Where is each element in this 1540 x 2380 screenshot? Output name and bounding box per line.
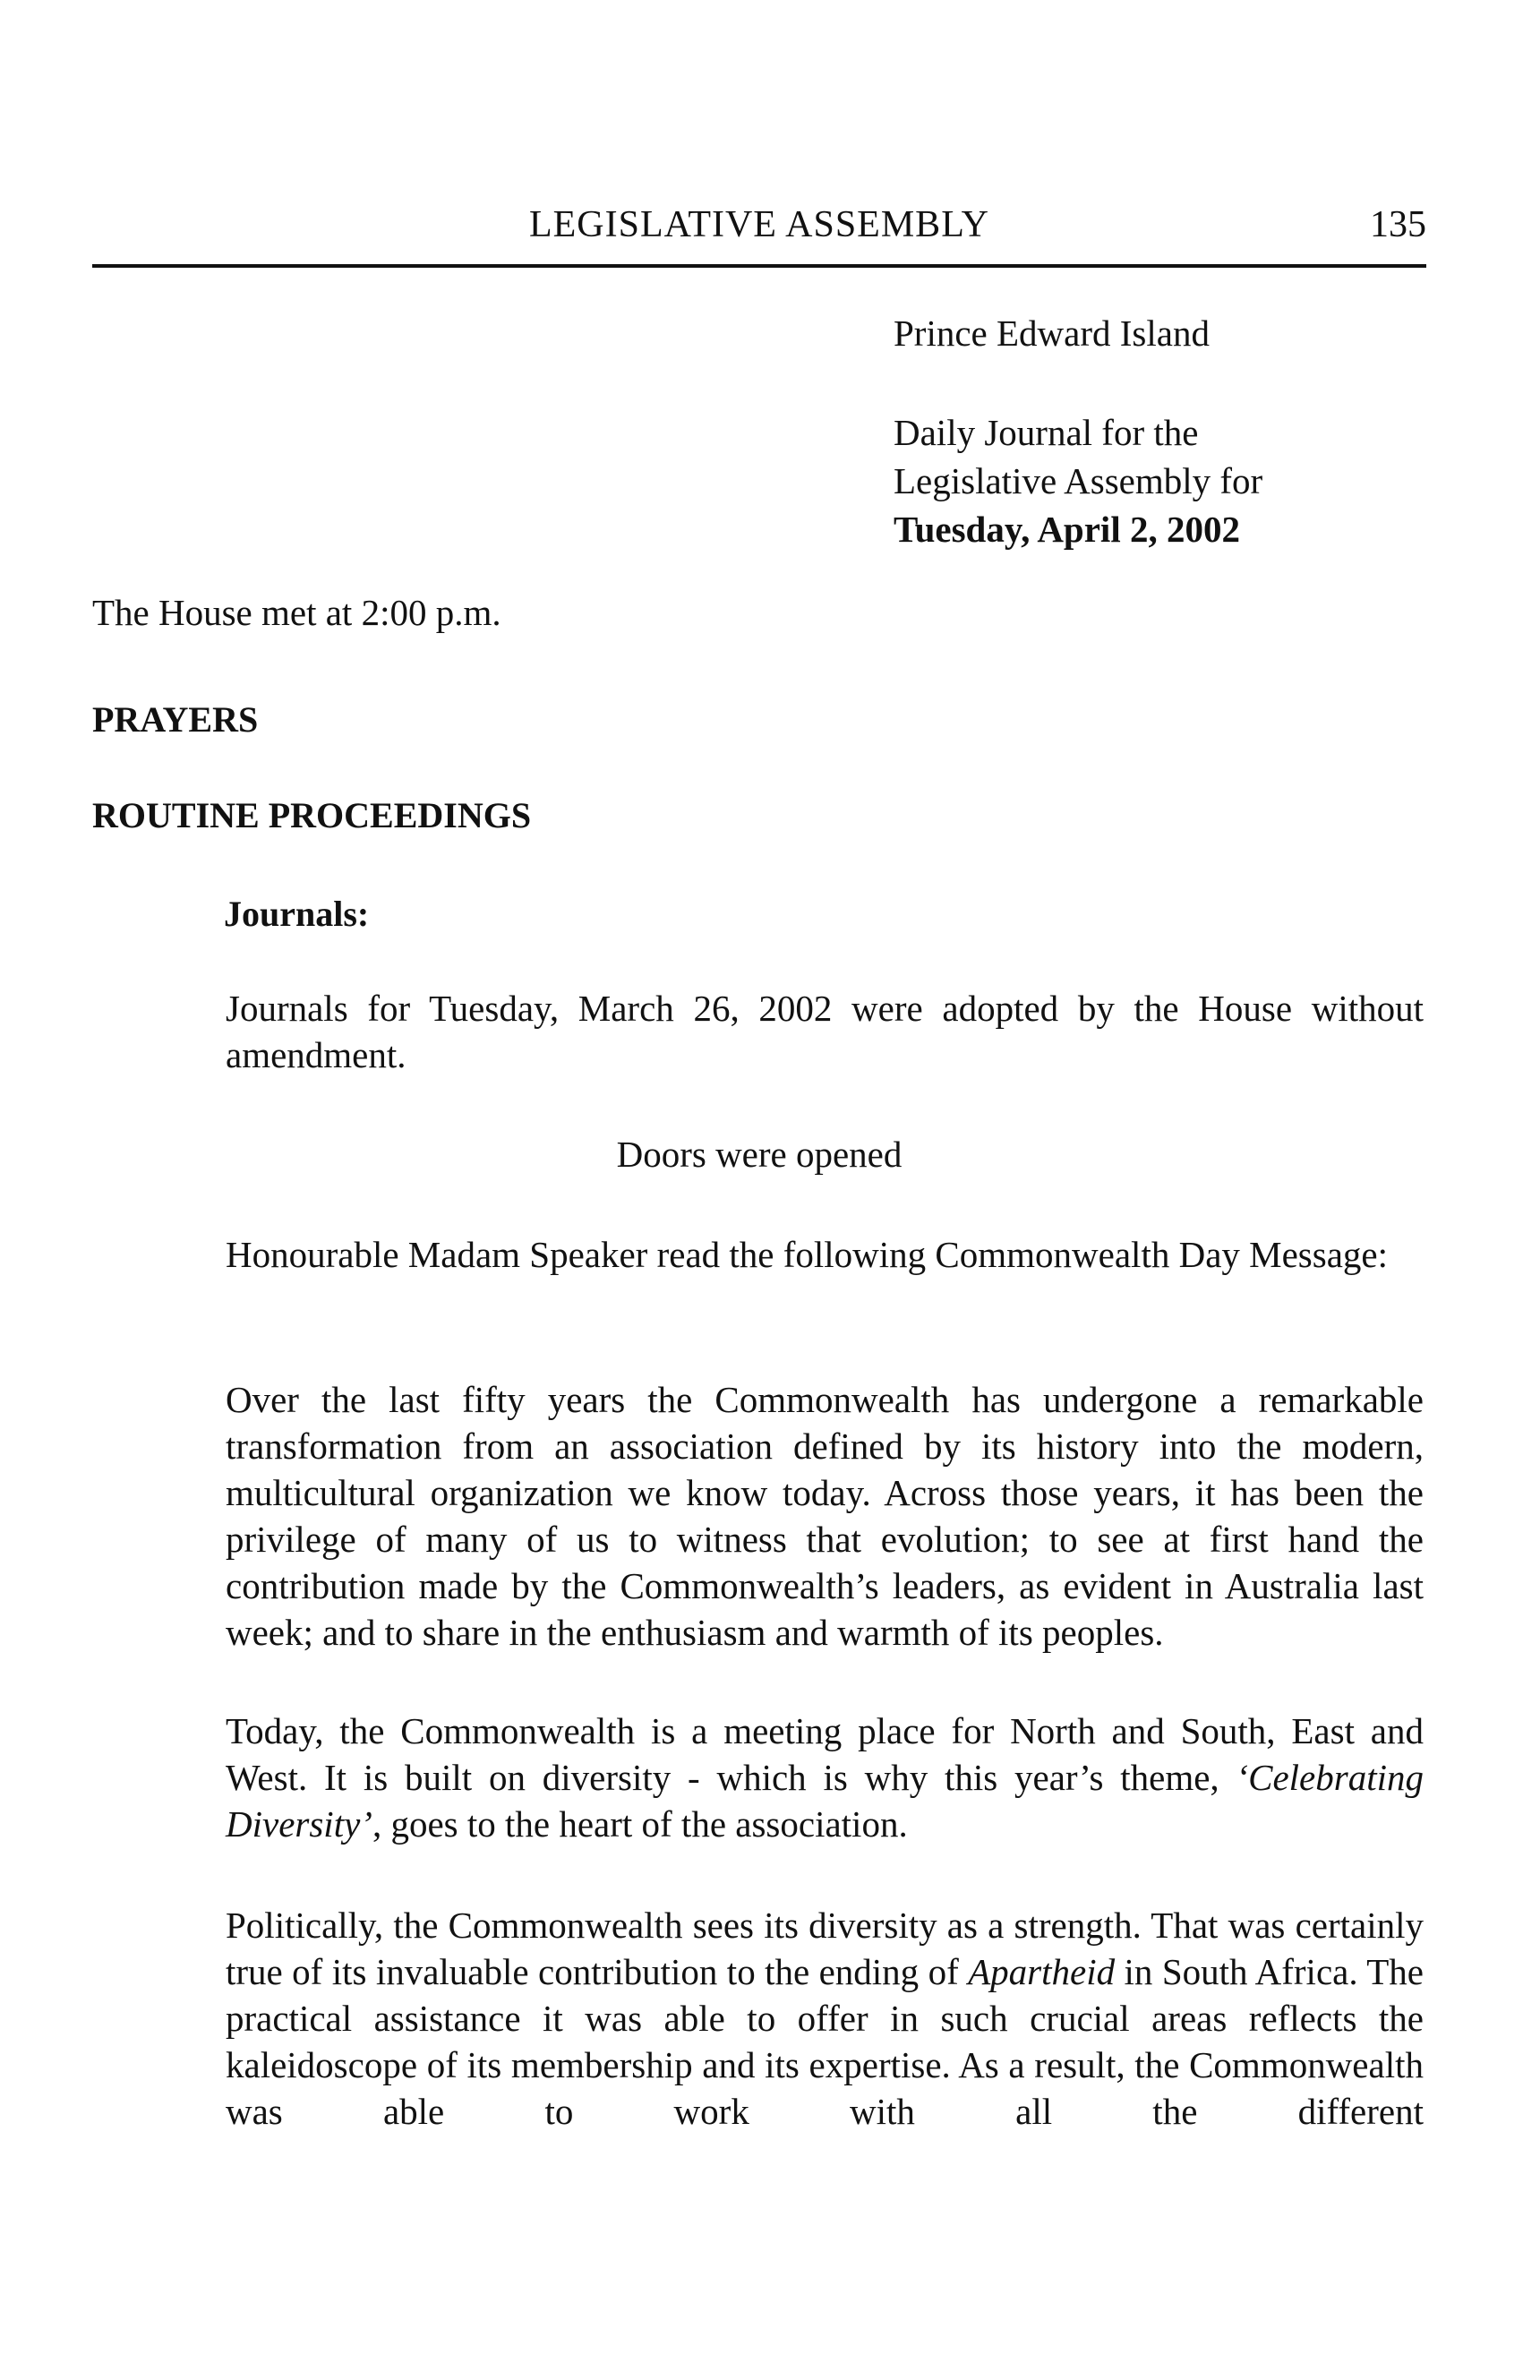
apartheid-italic: Apartheid	[968, 1951, 1116, 1992]
message-paragraph-1: Over the last fifty years the Commonwealth has undergone a remarkable transformation from an association defined by its history into the modern, multicultural organization we know today. Across those years, it has been the privilege of many of us to witness that evolution; to see at first hand the contribution made by the Commonwealth’s leaders, as evident in Australia last week; and to share in the enthusiasm and warmth of its peoples.	[226, 1379, 1424, 1653]
speaker-paragraph: Honourable Madam Speaker read the following Commonwealth Day Message:	[226, 1234, 1388, 1275]
journal-title-line-1: Daily Journal for the	[894, 412, 1199, 453]
journal-title-block	[894, 408, 1262, 553]
message-paragraph-2	[226, 1708, 1424, 1847]
doors-opened-note: Doors were opened	[616, 1134, 903, 1175]
message-paragraph-3	[226, 1902, 1424, 2135]
message-paragraph-2-text-b: , goes to the heart of the association.	[372, 1803, 908, 1845]
province-name: Prince Edward Island	[894, 312, 1210, 354]
message-paragraph-3-text-b: in South Africa. The practical assistance it was able to offer in such crucial areas reflects the kaleidoscope of its membership and its expertise. As a result, the Commonwealth was able to work with all the different	[226, 1951, 1424, 2132]
page-number: 135	[1370, 204, 1426, 245]
page-header	[92, 201, 1426, 268]
header-title: LEGISLATIVE ASSEMBLY	[529, 204, 989, 245]
message-paragraph-2-text-a: Today, the Commonwealth is a meeting place for North and South, East and West. It is built on diversity - which is why this year’s theme,	[226, 1710, 1424, 1798]
journals-paragraph: Journals for Tuesday, March 26, 2002 were adopted by the House without amendment.	[226, 988, 1424, 1075]
prayers-heading: PRAYERS	[92, 699, 259, 740]
house-met-time: The House met at 2:00 p.m.	[92, 592, 501, 633]
journals-heading: Journals:	[224, 894, 370, 934]
journal-date: Tuesday, April 2, 2002	[894, 509, 1240, 550]
message-paragraph-3-text-a: Politically, the Commonwealth sees its diversity as a strength. That was certainly true of its invaluable contribution to the ending of	[226, 1905, 1424, 1992]
routine-proceedings-heading: ROUTINE PROCEEDINGS	[92, 795, 532, 835]
journal-title-line-2: Legislative Assembly for	[894, 460, 1263, 501]
theme-italic: ‘Celebrating Diversity’	[226, 1757, 1424, 1845]
